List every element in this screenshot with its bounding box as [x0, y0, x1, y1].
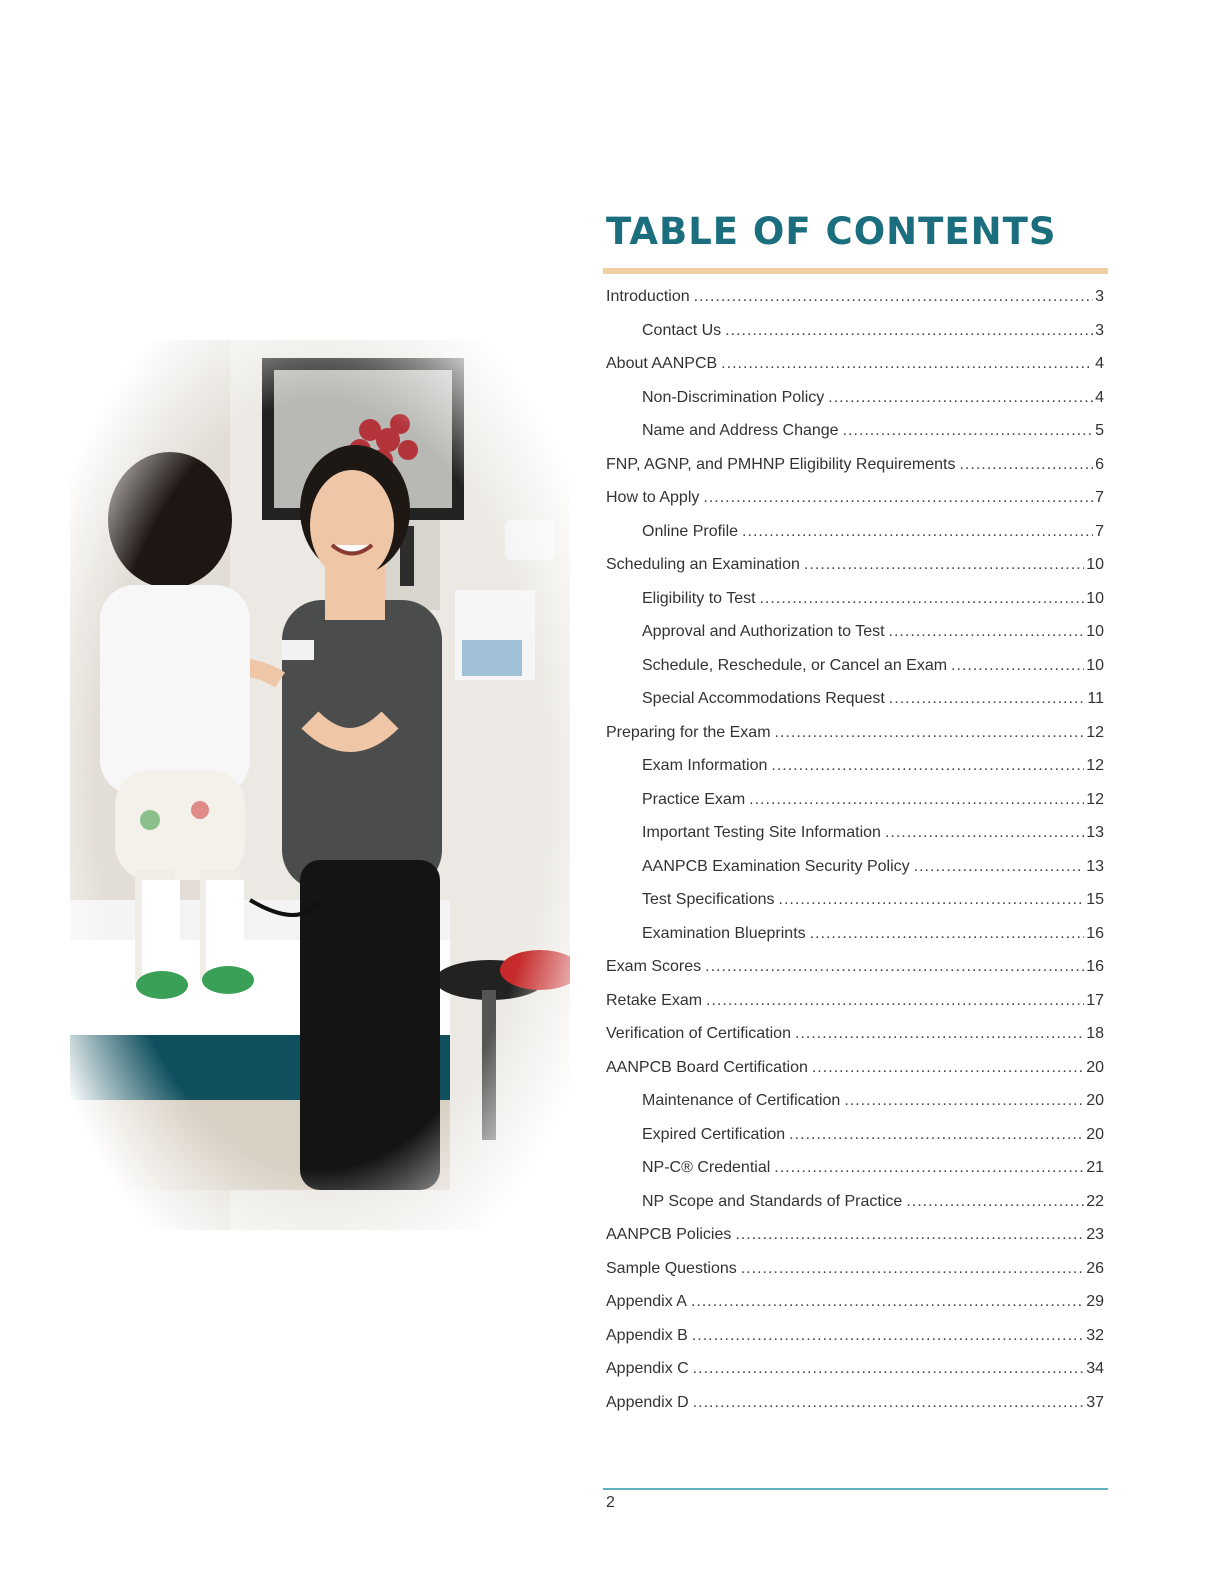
toc-entry-label: Appendix B: [606, 1326, 688, 1344]
toc-entry-page: 13: [1086, 857, 1104, 875]
toc-entry-label: Exam Information: [642, 757, 768, 774]
toc-entry-label: Appendix A: [606, 1293, 687, 1310]
toc-entry-page: 16: [1086, 924, 1104, 942]
toc-entry-label: Practice Exam: [642, 790, 746, 808]
dot-leader: [844, 1084, 1084, 1118]
toc-entry-schedule-reschedule-cancel[interactable]: [606, 649, 1104, 683]
toc-entry-page: 6: [1095, 455, 1104, 473]
toc-entry-page: 22: [1086, 1192, 1104, 1210]
toc-entry-page: 23: [1086, 1226, 1104, 1243]
toc-entry-label: Introduction: [606, 288, 690, 305]
toc-entry-expired-certification[interactable]: [606, 1118, 1104, 1152]
toc-entry-page: 12: [1086, 790, 1104, 808]
toc-entry-label: Verification of Certification: [606, 1025, 791, 1042]
toc-entry-label: AANPCB Examination Security Policy: [642, 857, 910, 875]
toc-entry-page: 12: [1086, 757, 1104, 774]
dot-leader: [914, 850, 1085, 884]
toc-entry-label: How to Apply: [606, 489, 700, 506]
toc-entry-special-accommodations[interactable]: [606, 682, 1104, 716]
toc-entry-aanpcb-policies[interactable]: [606, 1218, 1104, 1252]
toc-entry-appendix-a[interactable]: [606, 1285, 1104, 1319]
toc-entry-page: 10: [1086, 556, 1104, 573]
toc-entry-page: 37: [1086, 1393, 1104, 1411]
toc-entry-name-and-address-change[interactable]: [606, 414, 1104, 448]
dot-leader: [771, 749, 1084, 783]
toc-entry-label: Non-Discrimination Policy: [642, 388, 825, 406]
toc-entry-page: 20: [1086, 1092, 1104, 1109]
dot-leader: [812, 1051, 1084, 1085]
toc-entry-eligibility-to-test[interactable]: [606, 582, 1104, 616]
toc-entry-label: Examination Blueprints: [642, 924, 806, 942]
toc-entry-label: AANPCB Policies: [606, 1226, 732, 1243]
dot-leader: [774, 1151, 1084, 1185]
toc-entry-exam-scores[interactable]: [606, 950, 1104, 984]
toc-entry-page: 5: [1095, 422, 1104, 439]
dot-leader: [843, 414, 1094, 448]
toc-entry-non-discrimination-policy[interactable]: [606, 381, 1104, 415]
dot-leader: [705, 950, 1084, 984]
toc-entry-introduction[interactable]: [606, 280, 1104, 314]
dot-leader: [742, 515, 1093, 549]
toc-entry-page: 18: [1086, 1025, 1104, 1042]
toc-entry-appendix-d[interactable]: [606, 1386, 1104, 1420]
toc-entry-np-c-credential[interactable]: [606, 1151, 1104, 1185]
toc-entry-label: Contact Us: [642, 321, 722, 339]
toc-entry-label: Preparing for the Exam: [606, 723, 771, 741]
toc-entry-page: 20: [1086, 1125, 1104, 1143]
dot-leader: [691, 1285, 1084, 1319]
toc-entry-page: 32: [1086, 1326, 1104, 1344]
page-title: TABLE OF CONTENTS: [606, 210, 1057, 253]
dot-leader: [789, 1118, 1084, 1152]
toc-entry-appendix-c[interactable]: [606, 1352, 1104, 1386]
dot-leader: [804, 548, 1084, 582]
toc-entry-page: 7: [1095, 489, 1104, 506]
toc-entry-page: 3: [1095, 288, 1104, 305]
dot-leader: [735, 1218, 1084, 1252]
toc-entry-board-certification[interactable]: [606, 1051, 1104, 1085]
dot-leader: [703, 481, 1093, 515]
toc-entry-label: Exam Scores: [606, 958, 702, 975]
toc-entry-page: 4: [1095, 355, 1104, 372]
toc-entry-label: Important Testing Site Information: [642, 824, 881, 841]
dot-leader: [889, 682, 1086, 716]
toc-entry-about-aanpcb[interactable]: [606, 347, 1104, 381]
dot-leader: [906, 1185, 1084, 1219]
toc-entry-page: 13: [1086, 824, 1104, 841]
toc-entry-label: Scheduling an Examination: [606, 556, 800, 573]
toc-entry-label: Eligibility to Test: [642, 589, 756, 607]
toc-entry-label: NP-C® Credential: [642, 1159, 771, 1176]
dot-leader: [795, 1017, 1084, 1051]
toc-entry-page: 15: [1086, 891, 1104, 908]
toc-entry-page: 10: [1086, 589, 1104, 607]
dot-leader: [693, 1352, 1084, 1386]
toc-entry-label: Appendix C: [606, 1360, 689, 1377]
toc-entry-appendix-b[interactable]: [606, 1319, 1104, 1353]
dot-leader: [889, 615, 1085, 649]
toc-entry-eligibility-requirements[interactable]: [606, 448, 1104, 482]
toc-entry-retake-exam[interactable]: [606, 984, 1104, 1018]
toc-entry-label: AANPCB Board Certification: [606, 1058, 808, 1076]
dot-leader: [721, 347, 1093, 381]
dot-leader: [959, 448, 1093, 482]
toc-entry-verification-of-certification[interactable]: [606, 1017, 1104, 1051]
clinic-photo: [70, 340, 570, 1230]
dot-leader: [706, 984, 1084, 1018]
title-underline: [603, 268, 1108, 274]
dot-leader: [951, 649, 1084, 683]
toc-entry-scheduling-an-examination[interactable]: [606, 548, 1104, 582]
toc-entry-approval-and-authorization[interactable]: [606, 615, 1104, 649]
toc-entry-page: 7: [1095, 522, 1104, 540]
toc-entry-label: Appendix D: [606, 1393, 689, 1411]
toc-entry-label: Retake Exam: [606, 991, 703, 1009]
page-number: 2: [606, 1494, 615, 1511]
toc-entry-how-to-apply[interactable]: [606, 481, 1104, 515]
toc-entry-examination-blueprints[interactable]: [606, 917, 1104, 951]
dot-leader: [692, 1319, 1084, 1353]
toc-entry-page: 10: [1086, 623, 1104, 640]
dot-leader: [885, 816, 1084, 850]
toc-entry-maintenance-of-certification[interactable]: [606, 1084, 1104, 1118]
toc-entry-sample-questions[interactable]: [606, 1252, 1104, 1286]
toc-entry-label: Sample Questions: [606, 1259, 737, 1277]
toc-entry-examination-security-policy[interactable]: [606, 850, 1104, 884]
dot-leader: [693, 1386, 1084, 1420]
dot-leader: [749, 783, 1084, 817]
dot-leader: [694, 280, 1093, 314]
toc-entry-page: 20: [1086, 1058, 1104, 1076]
toc-entry-page: 16: [1086, 958, 1104, 975]
toc-entry-label: Name and Address Change: [642, 422, 839, 439]
toc-entry-testing-site-information[interactable]: [606, 816, 1104, 850]
toc-entry-page: 29: [1086, 1293, 1104, 1310]
toc-entry-page: 26: [1086, 1259, 1104, 1277]
dot-leader: [779, 883, 1085, 917]
toc-entry-page: 3: [1095, 321, 1104, 339]
toc-entry-page: 12: [1086, 723, 1104, 741]
toc-entry-label: Approval and Authorization to Test: [642, 623, 885, 640]
toc-entry-practice-exam[interactable]: [606, 783, 1104, 817]
dot-leader: [828, 381, 1093, 415]
dot-leader: [725, 314, 1093, 348]
toc-entry-page: 21: [1086, 1159, 1104, 1176]
toc-entry-contact-us[interactable]: [606, 314, 1104, 348]
toc-entry-label: Test Specifications: [642, 891, 775, 908]
toc-entry-page: 11: [1087, 690, 1104, 707]
dot-leader: [775, 716, 1085, 750]
toc-entry-label: NP Scope and Standards of Practice: [642, 1192, 903, 1210]
toc-entry-exam-information[interactable]: [606, 749, 1104, 783]
toc-entry-label: Schedule, Reschedule, or Cancel an Exam: [642, 656, 948, 674]
toc-entry-page: 34: [1086, 1360, 1104, 1377]
toc-entry-label: Online Profile: [642, 522, 739, 540]
dot-leader: [741, 1252, 1084, 1286]
dot-leader: [810, 917, 1085, 951]
toc-entry-label: Expired Certification: [642, 1125, 786, 1143]
footer-rule: [603, 1488, 1108, 1490]
table-of-contents: [606, 280, 1104, 1419]
toc-entry-page: 17: [1086, 991, 1104, 1009]
toc-entry-label: Maintenance of Certification: [642, 1092, 841, 1109]
toc-entry-test-specifications[interactable]: [606, 883, 1104, 917]
dot-leader: [760, 582, 1085, 616]
toc-entry-page: 10: [1086, 656, 1104, 674]
toc-entry-np-scope-and-standards[interactable]: [606, 1185, 1104, 1219]
toc-entry-preparing-for-the-exam[interactable]: [606, 716, 1104, 750]
toc-entry-label: About AANPCB: [606, 355, 718, 372]
toc-entry-page: 4: [1095, 388, 1104, 406]
toc-entry-label: FNP, AGNP, and PMHNP Eligibility Requirements: [606, 455, 956, 473]
toc-entry-label: Special Accommodations Request: [642, 690, 885, 707]
toc-entry-online-profile[interactable]: [606, 515, 1104, 549]
